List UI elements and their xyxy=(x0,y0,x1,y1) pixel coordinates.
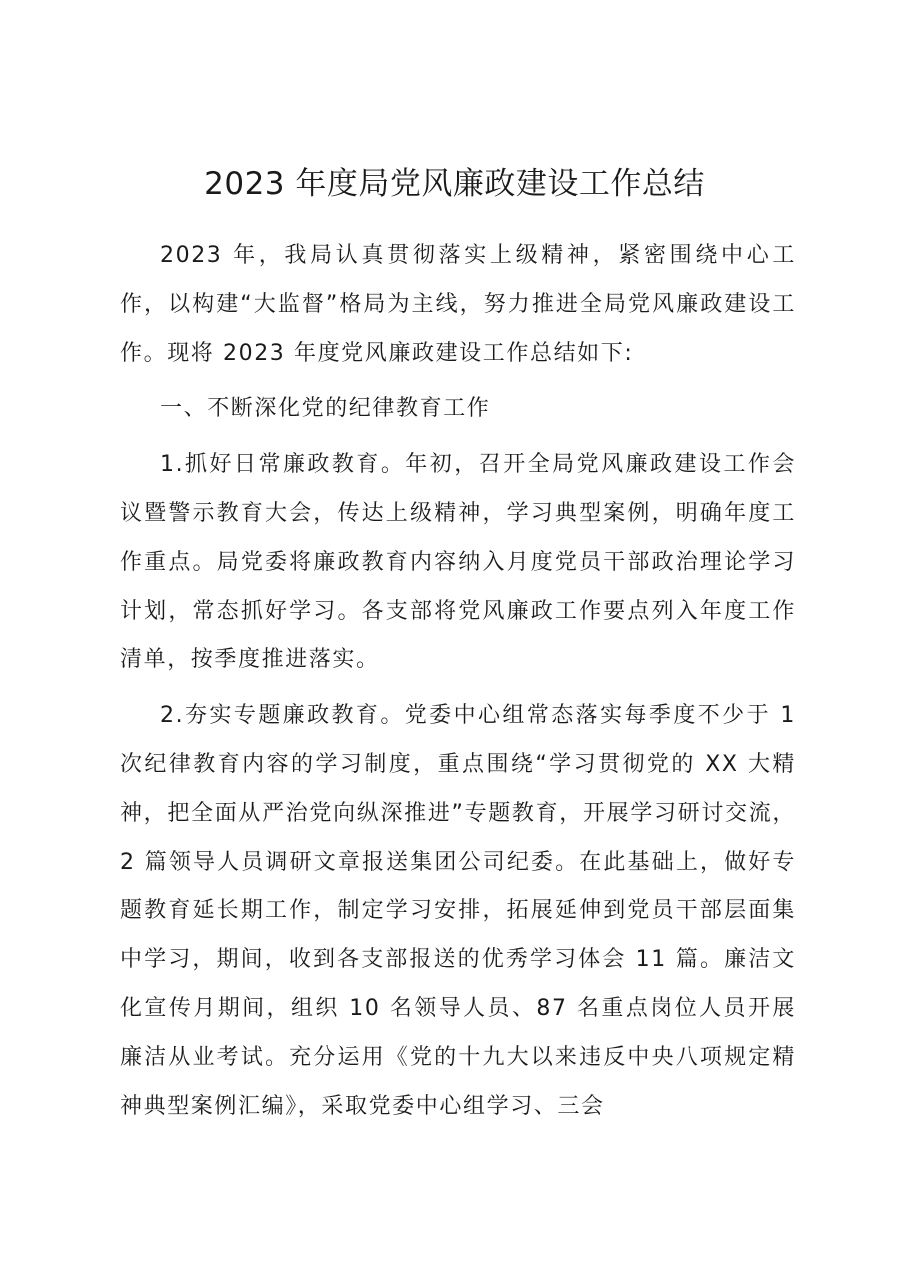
document-title: 2023 年度局党风廉政建设工作总结 xyxy=(204,166,705,202)
paragraph-intro: 2023 年，我局认真贯彻落实上级精神，紧密围绕中心工作，以构建“大监督”格局为主线，努力推进全局党风廉政建设工作。现将 2023 年度党风廉政建设工作总结如下: xyxy=(120,243,796,366)
paragraph-item-2: 2.夯实专题廉政教育。党委中心组常态落实每季度不少于 1 次纪律教育内容的学习制度，重点围绕“学习贯彻党的 XX 大精神，把全面从严治党向纵深推进”专题教育，开展学习研讨交流，2 篇领导人员调研文章报送集团公司纪委。在此基础上，做好专题教育延长期工作，制定学习安排，拓展延伸到党员干部层面集中学习，期间，收到各支部报送的优秀学习体会 11 篇。廉洁文化宣传月期间，组织 10 名领导人员、87 名重点岗位人员开展廉洁从业考试。充分运用《党的十九大以来违反中央八项规定精神典型案例汇编》，采取党委中心组学习、三会 xyxy=(120,703,796,1119)
paragraph-item-1: 1.抓好日常廉政教育。年初，召开全局党风廉政建设工作会议暨警示教育大会，传达上级精神，学习典型案例，明确年度工作重点。局党委将廉政教育内容纳入月度党员干部政治理论学习计划，常态抓好学习。各支部将党风廉政工作要点列入年度工作清单，按季度推进落实。 xyxy=(120,452,796,673)
section-heading-1: 一、不断深化党的纪律教育工作 xyxy=(160,396,491,422)
document-body xyxy=(120,232,796,1138)
